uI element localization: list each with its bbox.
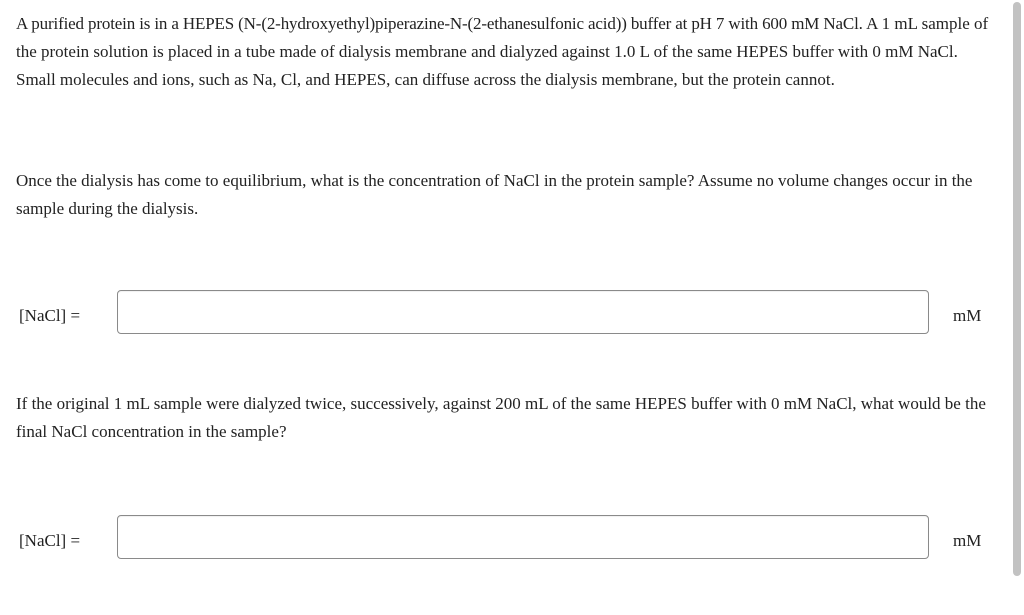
scrollbar-thumb[interactable] bbox=[1013, 2, 1021, 576]
question-paragraph-1 bbox=[16, 10, 1001, 94]
vertical-scrollbar[interactable] bbox=[1008, 0, 1024, 615]
question-paragraph-3: If the original 1 mL sample were dialyzed twice, successively, against 200 mL of the same HEPES buffer with 0 mM NaCl, what would be the final NaCl concentration in the sample? bbox=[16, 394, 986, 441]
question-paragraph-1-rest: A 1 mL sample of the protein solution is placed in a tube made of dialysis membrane and dialyzed against 1.0 L of the same HEPES buffer with 0 mM NaCl. Small molecules and ions, such as Na, Cl, and HEPES, can diffuse across the dialysis membrane, but the protein cannot. bbox=[16, 14, 989, 89]
nacl-label-1: [NaCl] = bbox=[19, 306, 81, 325]
unit-label-2: mM bbox=[953, 531, 982, 550]
question-paragraph-2: Once the dialysis has come to equilibrium, what is the concentration of NaCl in the protein sample? Assume no volume changes occur in the sample during the dialysis. bbox=[16, 171, 973, 218]
nacl-answer-input-1[interactable] bbox=[117, 290, 929, 334]
question-paragraph-1-line-1: A purified protein is in a HEPES (N-(2-hydroxyethyl)piperazine-N-(2-ethanesulfonic acid)) buffer at pH 7 with 600 mM NaCl. bbox=[16, 14, 863, 33]
nacl-label-2: [NaCl] = bbox=[19, 531, 81, 550]
nacl-answer-input-2[interactable] bbox=[117, 515, 929, 559]
unit-label-1: mM bbox=[953, 306, 982, 325]
